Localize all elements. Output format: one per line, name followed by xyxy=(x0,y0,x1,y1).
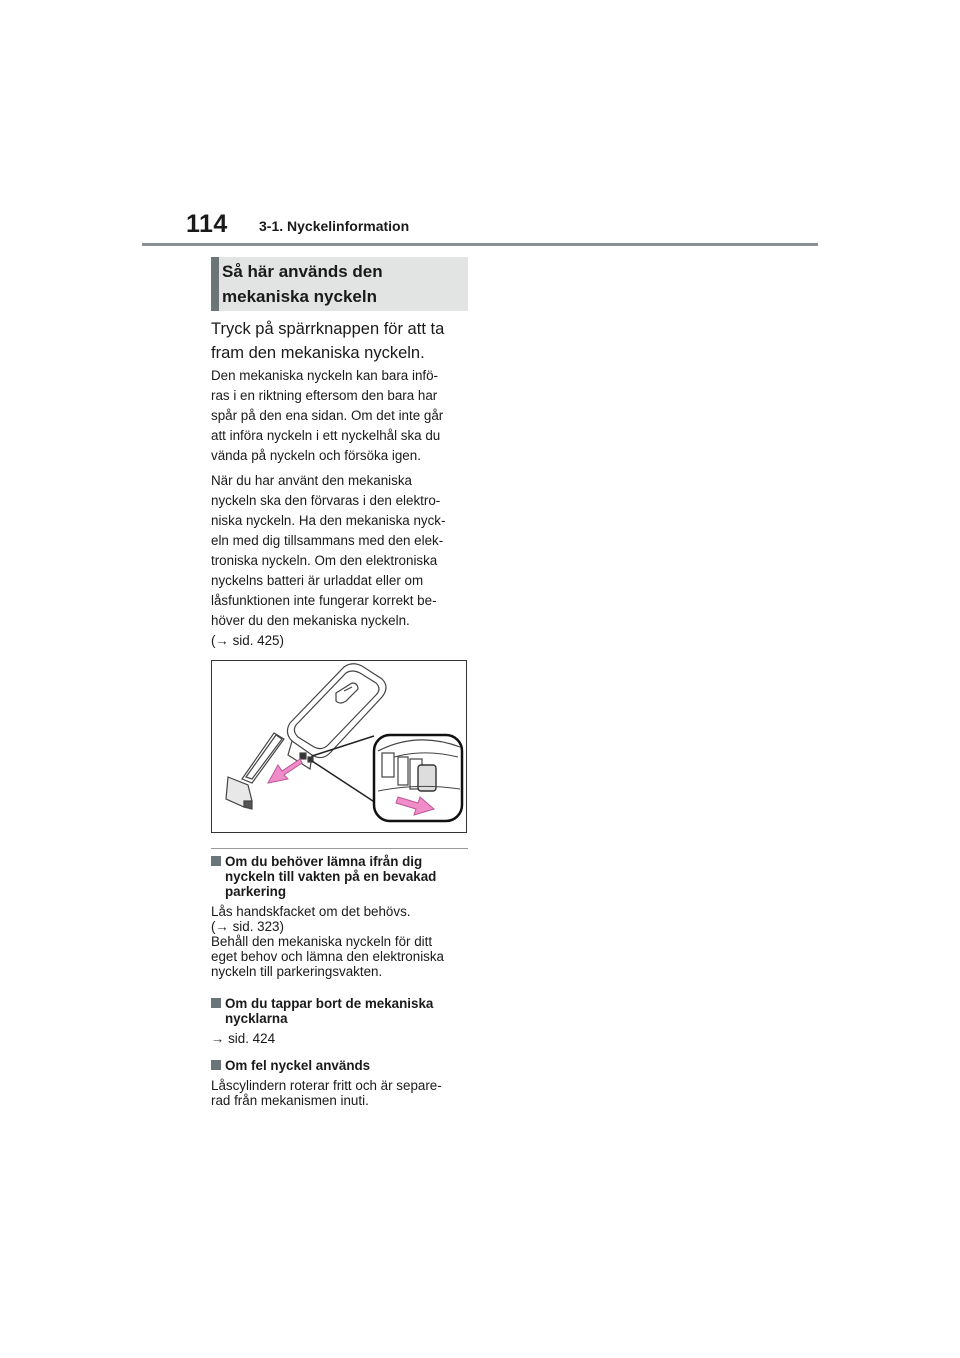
heading-line: Så här används den xyxy=(222,262,383,281)
bullet-square-icon xyxy=(211,1060,221,1070)
subsection-title: Om fel nyckel används xyxy=(225,1058,371,1073)
subsection-body xyxy=(211,1031,473,1046)
zoom-detail xyxy=(374,735,462,821)
paragraph-key-insertion: Den mekaniska nyckeln kan bara infö- ras i en riktning eftersom den bara har spår på den ena sidan. Om det inte går att införa nyckeln i ett nyckelhål ska du vända på nyckeln och försöka igen. xyxy=(211,368,444,463)
page-reference-link[interactable]: → sid. 424 xyxy=(211,1031,276,1046)
key-illustration xyxy=(211,660,467,833)
arrow-left-icon xyxy=(268,759,302,783)
subsection-body: Lås handskfacket om det behövs. (→ sid. 323) Behåll den mekaniska nyckeln för ditt eget behov och lämna den elektroniska nyckeln till parkeringsvakten. xyxy=(211,904,473,979)
key-removal-diagram xyxy=(212,661,466,832)
heading-accent-bar xyxy=(211,257,219,311)
page-reference-link[interactable]: (→ sid. 323) xyxy=(211,919,284,934)
subsection-lost-keys xyxy=(211,996,473,1046)
section-divider xyxy=(211,848,468,849)
subsection-title: Om du behöver lämna ifrån dig nyckeln till vakten på en bevakad parkering xyxy=(225,854,437,899)
subsection-body: Låscylindern roterar fritt och är separe- rad från mekanismen inuti. xyxy=(211,1078,442,1108)
release-button xyxy=(418,765,436,791)
bullet-square-icon xyxy=(211,998,221,1008)
section-title: 3-1. Nyckelinformation xyxy=(259,218,410,234)
section-heading xyxy=(211,257,468,311)
lead-instruction: Tryck på spärrknappen för att ta fram den mekaniska nyckeln. xyxy=(211,320,445,362)
page-reference-link[interactable]: (→ sid. 425) xyxy=(211,633,284,648)
bullet-square-icon xyxy=(211,856,221,866)
heading-line: mekaniska nyckeln xyxy=(222,287,377,306)
electronic-key-fob xyxy=(287,664,386,769)
subsection-wrong-key xyxy=(211,1058,473,1108)
page-number: 114 xyxy=(186,210,228,238)
subsection-title: Om du tappar bort de mekaniska nycklarna xyxy=(225,996,434,1026)
subsection-valet-parking xyxy=(211,854,473,979)
header-divider xyxy=(142,243,818,246)
paragraph-key-storage: När du har använt den mekaniska nyckeln ska den förvaras i den elektro- niska nyckeln. Ha den mekaniska nyck- eln med dig tillsammans med den elek- troniska nyckeln. Om den elektroniska nyckelns batteri är urladdat eller om låsfunktionen inte fungerar korrekt be- höver du den mekaniska nyckeln. (→ sid. 425) xyxy=(211,471,473,651)
